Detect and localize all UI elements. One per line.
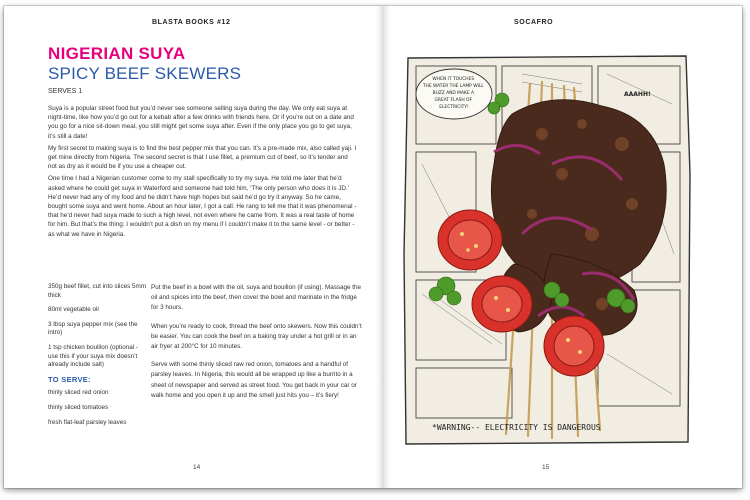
method-step: Serve with some thinly sliced raw red onion, tomatoes and a handful of parsley leaves. In Nigeria, this would all be wrapped up like a burrito in a sheet of newspaper and served as street food. You get back in your car or walk home and you open it up and the smell just hits you – it’s fiery! <box>151 361 357 399</box>
ingredient-item: 3 tbsp suya pepper mix (see the intro) <box>48 320 138 337</box>
serve-item: fresh flat-leaf parsley leaves <box>48 418 127 426</box>
serve-item: thinly sliced red onion <box>48 389 109 397</box>
bubble-text: WHEN IT TOUCHES THE WATER THE LAMP WILL BUZZ AND MAKE A GREAT FLASH OF ELECTRICITY! <box>422 77 484 110</box>
page-number-right: 15 <box>542 464 550 471</box>
serves-label: SERVES 1 <box>48 88 83 95</box>
serve-item: thinly sliced tomatoes <box>48 403 109 411</box>
method-step: When you’re ready to cook, thread the beef onto skewers. Now this couldn’t be easier. You can cook the beef on a baking tray under a hot grill or in an air fryer at 200°C for 10 minutes. <box>151 322 362 351</box>
method-text <box>151 283 364 409</box>
running-head-left: BLASTA BOOKS #12 <box>152 19 231 26</box>
ingredient-item: 1 tsp chicken bouillon (optional - use this if your suya mix doesn’t already include salt) <box>48 343 138 369</box>
page-number-left: 14 <box>193 464 201 471</box>
intro-text <box>48 104 358 242</box>
to-serve-heading: TO SERVE: <box>48 374 91 384</box>
comic-shout: AAAHH! <box>624 91 651 98</box>
book-spread <box>4 6 742 488</box>
ingredient-item: 350g beef fillet, cut into slices 5mm thick <box>48 283 146 299</box>
running-head-right: SOCAFRO <box>514 19 554 26</box>
comic-warning-caption: *WARNING-- ELECTRICITY IS DANGEROUS <box>432 423 601 432</box>
ingredient-item: 80ml vegetable oil <box>48 306 99 314</box>
book-gutter <box>376 6 390 488</box>
intro-paragraph: My first secret to making suya is to find the best pepper mix that you can. It’s a pre-made mix, also called yaji. I get mine directly from Nigeria. The second secret is that I use fillet, a premium cut of beef, so it’s tender and not as dry as it would be if you use a cheaper cut. <box>48 144 357 171</box>
ingredients-list <box>48 283 148 433</box>
suya-illustration <box>402 54 692 446</box>
recipe-title: NIGERIAN SUYA <box>48 44 186 63</box>
recipe-subtitle: SPICY BEEF SKEWERS <box>48 64 242 83</box>
method-step: Put the beef in a bowl with the oil, suya and bouillon (if using). Massage the oil and spices into the beef, then cover the bowl and marinate in the fridge for 3 hours. <box>151 284 362 312</box>
intro-paragraph: One time I had a Nigerian customer come to my stall specifically to try my suya. He told me later that he’d asked where he could get suya in Waterford and someone had told him, ‘The only person who does it is JD.’ He’d never had any of my food and he didn’t have high hopes but said he’d go try it anyway. So he came, bought some suya and went home. About an hour later, I got a call. He rang to tell me that it was phenomenal - that he’d never had suya made to such a high level, not even where he came from. It was a real taste of home for him. But that’s the thing: I wouldn’t put a dish on my menu if I couldn’t make it to the same level - or better - as what we have in Nigeria. <box>48 175 357 238</box>
intro-paragraph: Suya is a popular street food but you’d never see someone selling suya during the day. We only eat suya at night-time, like how you’d go out for a kebab after a few drinks with friends here. Or if you’re out on a date and you go for a nice sit-down meal, you still might get some suya after. Even if the only place you go to get suya, it’s still a date! <box>48 105 354 140</box>
